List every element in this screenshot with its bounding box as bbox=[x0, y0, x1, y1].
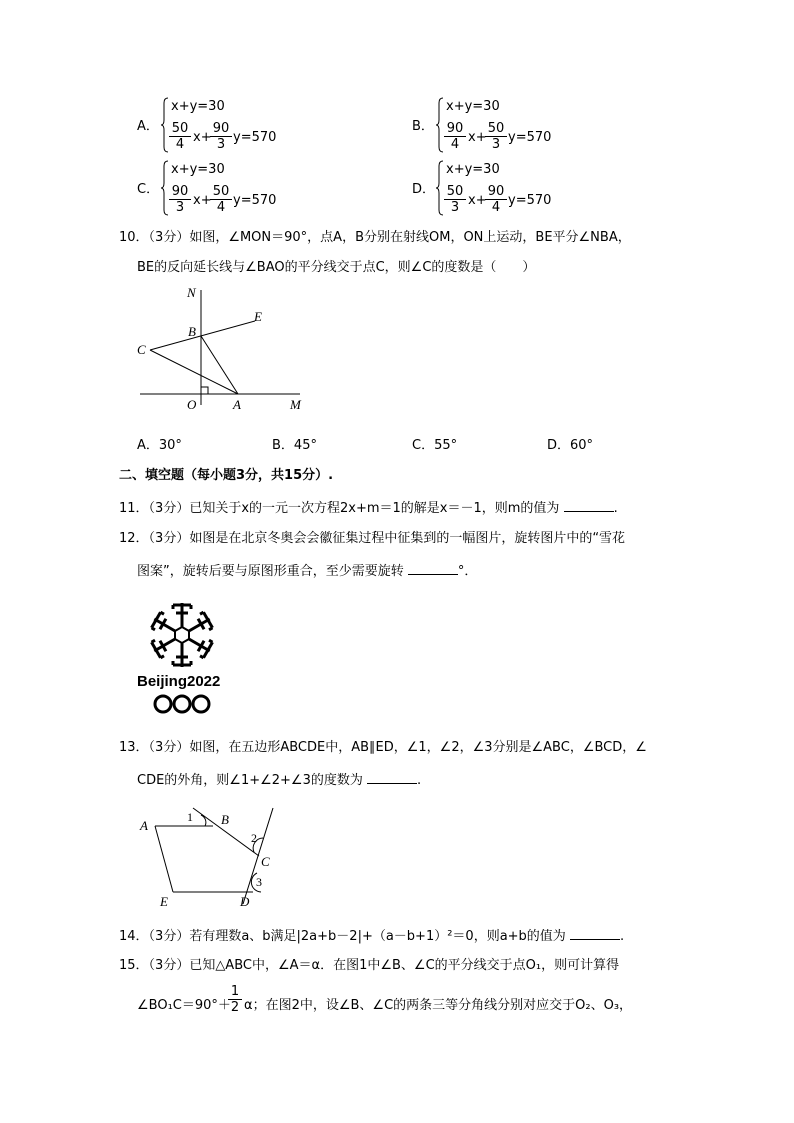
brace-icon bbox=[436, 97, 444, 153]
q10-figure bbox=[130, 280, 320, 415]
equation-1: x+y=30 bbox=[446, 99, 500, 114]
option-label: D． bbox=[412, 182, 436, 197]
label-M: M bbox=[290, 397, 301, 412]
label-C: C bbox=[261, 854, 270, 869]
beijing2022-text: Beijing2022 bbox=[137, 673, 221, 690]
label-O: O bbox=[187, 397, 197, 412]
label-N: N bbox=[187, 285, 196, 300]
angle-2: 2 bbox=[251, 831, 257, 845]
label-D: D bbox=[240, 894, 250, 909]
q11-text: 11．（3分）已知关于x的一元一次方程2x+m＝1的解是x＝－1，则m的值为 . bbox=[119, 501, 618, 516]
x-plus: x+ bbox=[193, 130, 212, 145]
q10-option-d: D．60° bbox=[547, 438, 594, 453]
equation-2-tail: y=570 bbox=[508, 193, 552, 208]
q15-fraction: $\frac{1}{2}$ bbox=[228, 984, 242, 1015]
q13-line2: CDE的外角，则∠1+∠2+∠3的度数为 . bbox=[137, 773, 422, 788]
x-plus: x+ bbox=[193, 193, 212, 208]
brace-icon bbox=[161, 97, 169, 153]
equation-2-tail: y=570 bbox=[233, 193, 277, 208]
q12-answer-blank[interactable] bbox=[408, 562, 458, 575]
fraction-1: $\frac{90}{3}$ bbox=[169, 184, 191, 215]
equation-2-tail: y=570 bbox=[508, 130, 552, 145]
equation-2-tail: y=570 bbox=[233, 130, 277, 145]
option-label: C． bbox=[137, 182, 160, 197]
label-B: B bbox=[221, 812, 229, 827]
fraction-2: $\frac{90}{3}$ bbox=[210, 121, 232, 152]
angle-3: 3 bbox=[256, 875, 262, 889]
q10-option-c: C．55° bbox=[412, 438, 458, 453]
fraction-2: $\frac{50}{4}$ bbox=[210, 184, 232, 215]
label-E: E bbox=[254, 309, 262, 324]
fraction-2: $\frac{90}{4}$ bbox=[485, 184, 507, 215]
label-B: B bbox=[188, 324, 196, 339]
x-plus: x+ bbox=[468, 130, 487, 145]
q15-line2a: ∠BO₁C＝90°＋ bbox=[137, 998, 231, 1013]
q13-line1: 13．（3分）如图，在五边形ABCDE中，AB∥ED，∠1，∠2，∠3分别是∠ABC，∠BCD，∠ bbox=[119, 740, 647, 755]
beijing2022-logo bbox=[135, 595, 230, 720]
fraction-1: $\frac{50}{3}$ bbox=[444, 184, 466, 215]
q10-line1: 10．（3分）如图，∠MON＝90°，点A，B分别在射线OM，ON上运动，BE平分∠NBA， bbox=[119, 230, 631, 245]
q12-line2: 图案”，旋转后要与原图形重合，至少需要旋转 °． bbox=[137, 564, 478, 579]
q14-answer-blank[interactable] bbox=[570, 927, 620, 940]
fraction-1: $\frac{90}{4}$ bbox=[444, 121, 466, 152]
label-A: A bbox=[140, 818, 148, 833]
q11-answer-blank[interactable] bbox=[564, 499, 614, 512]
q13-figure bbox=[135, 800, 295, 910]
label-C: C bbox=[137, 342, 146, 357]
q14-text: 14．（3分）若有理数a、b满足|2a+b－2|+（a－b+1）²＝0，则a+b的值为 . bbox=[119, 929, 625, 944]
q15-line1: 15．（3分）已知△ABC中，∠A＝α．在图1中∠B、∠C的平分线交于点O₁，则可计算得 bbox=[119, 958, 620, 973]
brace-icon bbox=[436, 160, 444, 216]
equation-1: x+y=30 bbox=[446, 162, 500, 177]
angle-1: 1 bbox=[187, 810, 193, 824]
q10-option-a: A．30° bbox=[137, 438, 182, 453]
option-label: A． bbox=[137, 119, 159, 134]
fraction-2: $\frac{50}{3}$ bbox=[485, 121, 507, 152]
section2-heading: 二、填空题（每小题3分，共15分）. bbox=[119, 468, 334, 483]
q15-line2b: α；在图2中，设∠B、∠C的两条三等分角线分别对应交于O₂、O₃， bbox=[244, 998, 633, 1013]
q10-line2: BE的反向延长线与∠BAO的平分线交于点C，则∠C的度数是（ ） bbox=[137, 260, 536, 275]
label-A: A bbox=[233, 397, 241, 412]
option-label: B． bbox=[412, 119, 434, 134]
q13-answer-blank[interactable] bbox=[367, 771, 417, 784]
fraction-1: $\frac{50}{4}$ bbox=[169, 121, 191, 152]
label-E: E bbox=[160, 894, 168, 909]
q12-line1: 12．（3分）如图是在北京冬奥会会徽征集过程中征集到的一幅图片，旋转图片中的“雪花 bbox=[119, 531, 626, 546]
equation-1: x+y=30 bbox=[171, 162, 225, 177]
q10-option-b: B．45° bbox=[272, 438, 317, 453]
brace-icon bbox=[161, 160, 169, 216]
x-plus: x+ bbox=[468, 193, 487, 208]
equation-1: x+y=30 bbox=[171, 99, 225, 114]
